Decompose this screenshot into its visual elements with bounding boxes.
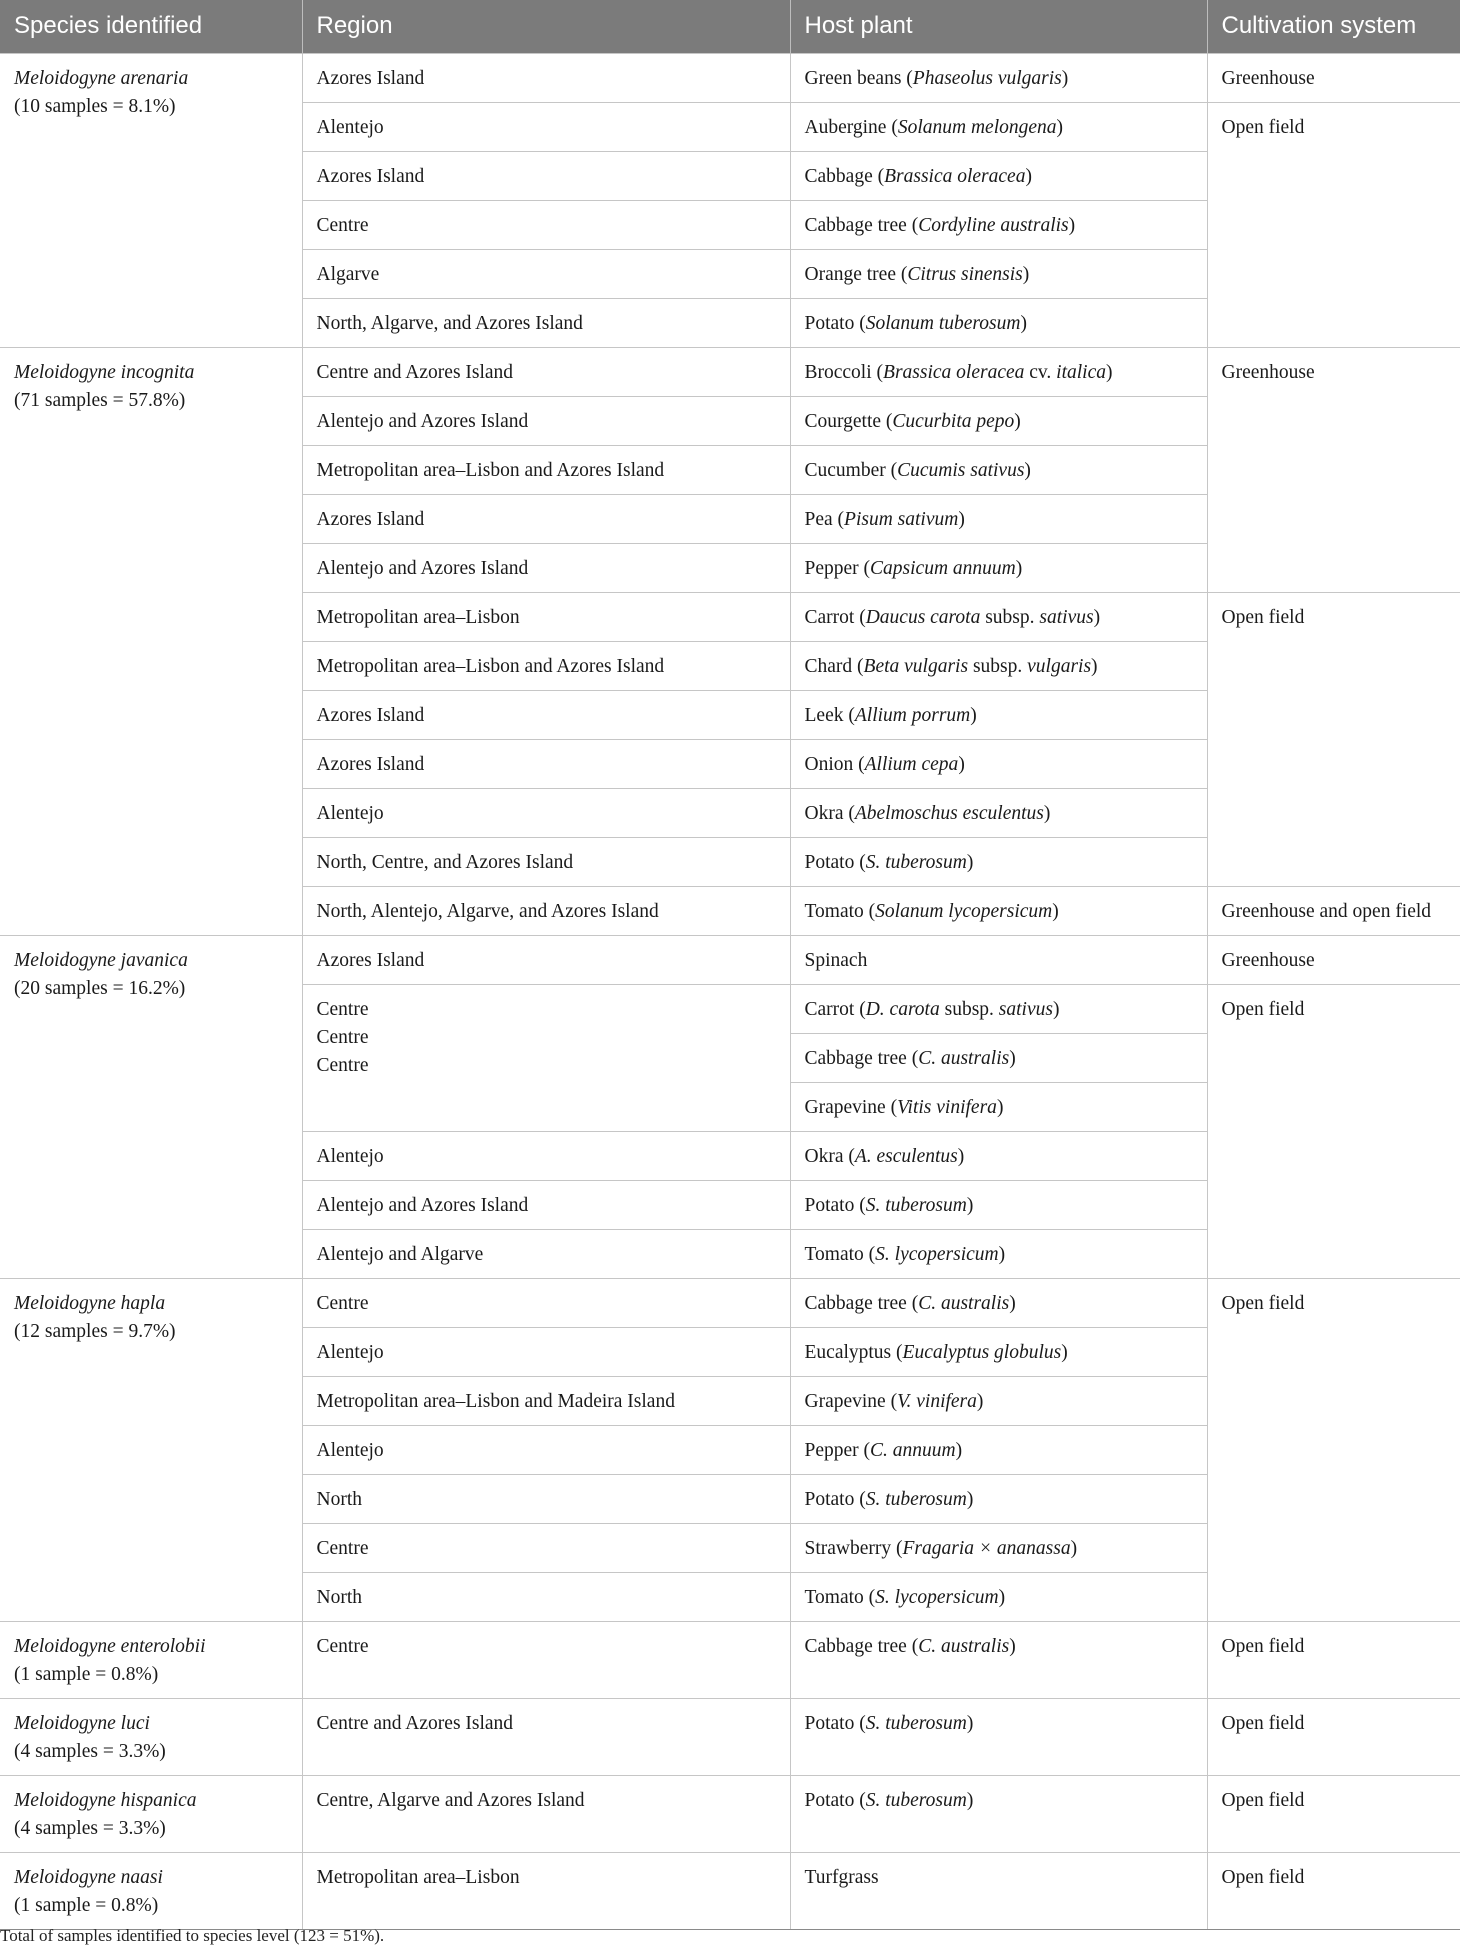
host-infraspecific-name: sativus (998, 998, 1053, 1020)
region-text: Alentejo (316, 1439, 384, 1461)
host-infraspecific-name: vulgaris (1027, 655, 1092, 677)
cultivation-cell: Open field (1207, 1278, 1460, 1621)
region-cell (302, 53, 790, 102)
species-sample-count: (4 samples = 3.3%) (14, 1740, 166, 1762)
header-cultivation-system: Cultivation system (1207, 0, 1460, 53)
host-common-name: Chard (804, 655, 853, 677)
host-common-name: Tomato (804, 1586, 864, 1608)
species-sample-count: (1 sample = 0.8%) (14, 1894, 159, 1916)
region-cell (302, 298, 790, 347)
host-plant-cell: Potato (S. tuberosum) (790, 1775, 1207, 1852)
species-sample-count: (20 samples = 16.2%) (14, 977, 186, 999)
region-cell (302, 1621, 790, 1698)
region-text: Azores Island (316, 67, 425, 89)
host-scientific-name: S. lycopersicum (875, 1243, 999, 1265)
species-sample-count: (1 sample = 0.8%) (14, 1663, 159, 1685)
host-plant-cell: Grapevine (Vitis vinifera) (790, 1082, 1207, 1131)
host-scientific-name: Solanum melongena (897, 116, 1057, 138)
region-text: Alentejo (316, 1341, 384, 1363)
host-infraspecific-name: sativus (1039, 606, 1094, 628)
region-text: Alentejo (316, 116, 384, 138)
species-name: Meloidogyne incognita (14, 361, 195, 383)
host-plant-cell: Okra (Abelmoschus esculentus) (790, 788, 1207, 837)
host-plant-cell: Pepper (Capsicum annuum) (790, 543, 1207, 592)
host-common-name: Turfgrass (804, 1866, 879, 1888)
host-common-name: Pepper (804, 1439, 859, 1461)
host-common-name: Strawberry (804, 1537, 892, 1559)
region-cell (302, 1775, 790, 1852)
region-cell (302, 347, 790, 396)
host-plant-cell: Pepper (C. annuum) (790, 1425, 1207, 1474)
header-host-plant: Host plant (790, 0, 1207, 53)
species-cell (0, 1852, 302, 1929)
region-text: Azores Island (316, 704, 425, 726)
host-plant-cell: Potato (S. tuberosum) (790, 1474, 1207, 1523)
cultivation-cell: Open field (1207, 592, 1460, 886)
cultivation-cell: Open field (1207, 984, 1460, 1278)
host-common-name: Cucumber (804, 459, 886, 481)
region-text: Algarve (316, 263, 380, 285)
species-sample-count: (10 samples = 8.1%) (14, 95, 176, 117)
region-line: Centre (316, 1054, 369, 1076)
table-row (0, 347, 1460, 396)
host-scientific-name: Solanum tuberosum (865, 312, 1021, 334)
host-plant-cell (790, 1852, 1207, 1929)
host-plant-cell: Cabbage tree (Cordyline australis) (790, 200, 1207, 249)
region-cell (302, 641, 790, 690)
host-scientific-name: Cucumis sativus (897, 459, 1025, 481)
region-text: Centre and Azores Island (316, 361, 514, 383)
host-common-name: Cabbage tree (804, 1047, 907, 1069)
host-plant-cell: Tomato (S. lycopersicum) (790, 1572, 1207, 1621)
table-footnote: Total of samples identified to species level (123 = 51%). (0, 1926, 385, 1945)
region-cell (302, 102, 790, 151)
region-cell (302, 1327, 790, 1376)
host-scientific-name: Fragaria × ananassa (902, 1537, 1071, 1559)
host-plant-cell: Tomato (Solanum lycopersicum) (790, 886, 1207, 935)
host-common-name: Carrot (804, 606, 855, 628)
host-scientific-name: C. australis (918, 1292, 1010, 1314)
host-plant-cell: Onion (Allium cepa) (790, 739, 1207, 788)
region-text: Centre (316, 1537, 369, 1559)
region-cell (302, 445, 790, 494)
host-scientific-name: Allium porrum (854, 704, 971, 726)
region-cell (302, 396, 790, 445)
cultivation-cell: Greenhouse and open field (1207, 886, 1460, 935)
host-scientific-name: Vitis vinifera (897, 1096, 997, 1118)
species-cell (0, 1775, 302, 1852)
host-scientific-name: Abelmoschus esculentus (854, 802, 1044, 824)
species-sample-count: (4 samples = 3.3%) (14, 1817, 166, 1839)
host-plant-cell: Carrot (D. carota subsp. sativus) (790, 984, 1207, 1033)
host-rank-abbrev: subsp. (944, 998, 994, 1020)
host-plant-cell: Tomato (S. lycopersicum) (790, 1229, 1207, 1278)
host-common-name: Spinach (804, 949, 868, 971)
host-common-name: Potato (804, 312, 855, 334)
host-common-name: Potato (804, 1194, 855, 1216)
host-scientific-name: Pisum sativum (844, 508, 959, 530)
region-cell (302, 984, 790, 1131)
region-cell (302, 200, 790, 249)
cultivation-cell: Open field (1207, 102, 1460, 347)
host-plant-cell: Orange tree (Citrus sinensis) (790, 249, 1207, 298)
host-common-name: Grapevine (804, 1096, 886, 1118)
region-cell (302, 886, 790, 935)
region-line: Centre (316, 1026, 369, 1048)
header-region: Region (302, 0, 790, 53)
region-cell (302, 1180, 790, 1229)
host-common-name: Potato (804, 1488, 855, 1510)
header-species: Species identified (0, 0, 302, 53)
region-cell (302, 249, 790, 298)
host-scientific-name: A. esculentus (854, 1145, 958, 1167)
host-rank-abbrev: cv. (1029, 361, 1052, 383)
region-text: Azores Island (316, 165, 425, 187)
region-text: Metropolitan area–Lisbon and Azores Island (316, 655, 665, 677)
host-common-name: Carrot (804, 998, 855, 1020)
host-common-name: Green beans (804, 67, 902, 89)
host-common-name: Broccoli (804, 361, 872, 383)
host-scientific-name: Beta vulgaris (863, 655, 969, 677)
host-scientific-name: C. australis (918, 1047, 1010, 1069)
species-name: Meloidogyne enterolobii (14, 1635, 206, 1657)
species-cell (0, 53, 302, 347)
host-common-name: Cabbage tree (804, 1635, 907, 1657)
host-scientific-name: S. tuberosum (865, 1194, 967, 1216)
host-plant-cell: Green beans (Phaseolus vulgaris) (790, 53, 1207, 102)
host-common-name: Leek (804, 704, 844, 726)
host-scientific-name: C. australis (918, 1635, 1010, 1657)
region-cell (302, 837, 790, 886)
species-cell (0, 1278, 302, 1621)
region-cell (302, 1425, 790, 1474)
region-text: Metropolitan area–Lisbon and Madeira Island (316, 1390, 675, 1412)
species-name: Meloidogyne hispanica (14, 1789, 197, 1811)
region-cell (302, 1229, 790, 1278)
species-cell (0, 1698, 302, 1775)
host-common-name: Onion (804, 753, 854, 775)
region-text: Azores Island (316, 949, 425, 971)
host-plant-cell: Carrot (Daucus carota subsp. sativus) (790, 592, 1207, 641)
host-scientific-name: Daucus carota (865, 606, 981, 628)
species-name: Meloidogyne javanica (14, 949, 188, 971)
host-rank-abbrev: subsp. (972, 655, 1023, 677)
host-plant-cell: Strawberry (Fragaria × ananassa) (790, 1523, 1207, 1572)
cultivation-cell: Open field (1207, 1852, 1460, 1929)
host-scientific-name: D. carota (865, 998, 940, 1020)
host-scientific-name: Eucalyptus globulus (902, 1341, 1062, 1363)
host-scientific-name: S. tuberosum (865, 851, 967, 873)
region-text: Metropolitan area–Lisbon (316, 606, 520, 628)
host-plant-cell: Potato (S. tuberosum) (790, 1180, 1207, 1229)
host-plant-cell (790, 935, 1207, 984)
host-scientific-name: C. annuum (870, 1439, 956, 1461)
region-text: Centre (316, 1635, 369, 1657)
region-cell (302, 592, 790, 641)
species-sample-count: (12 samples = 9.7%) (14, 1320, 176, 1342)
species-name: Meloidogyne luci (14, 1712, 150, 1734)
host-common-name: Okra (804, 1145, 844, 1167)
host-plant-cell: Grapevine (V. vinifera) (790, 1376, 1207, 1425)
host-plant-cell: Cucumber (Cucumis sativus) (790, 445, 1207, 494)
host-plant-cell: Pea (Pisum sativum) (790, 494, 1207, 543)
host-plant-cell: Potato (S. tuberosum) (790, 837, 1207, 886)
region-text: North (316, 1488, 362, 1510)
host-plant-cell: Cabbage tree (C. australis) (790, 1278, 1207, 1327)
region-text: Azores Island (316, 508, 425, 530)
region-cell (302, 1572, 790, 1621)
host-plant-cell: Potato (S. tuberosum) (790, 1698, 1207, 1775)
host-scientific-name: S. lycopersicum (875, 1586, 999, 1608)
host-plant-cell: Aubergine (Solanum melongena) (790, 102, 1207, 151)
host-common-name: Cabbage tree (804, 1292, 907, 1314)
species-cell (0, 347, 302, 935)
host-common-name: Cabbage (804, 165, 873, 187)
host-scientific-name: Phaseolus vulgaris (912, 67, 1062, 89)
host-infraspecific-name: italica (1056, 361, 1106, 383)
host-common-name: Pea (804, 508, 833, 530)
table-row (0, 1698, 1460, 1775)
species-sample-count: (71 samples = 57.8%) (14, 389, 186, 411)
region-text: North, Algarve, and Azores Island (316, 312, 583, 334)
host-plant-cell: Eucalyptus (Eucalyptus globulus) (790, 1327, 1207, 1376)
host-plant-cell: Cabbage tree (C. australis) (790, 1033, 1207, 1082)
host-rank-abbrev: subsp. (985, 606, 1035, 628)
table-row (0, 53, 1460, 102)
region-cell (302, 1131, 790, 1180)
host-scientific-name: Cordyline australis (918, 214, 1069, 236)
table-row (0, 1852, 1460, 1929)
species-name: Meloidogyne arenaria (14, 67, 189, 89)
species-cell (0, 935, 302, 1278)
region-cell (302, 1698, 790, 1775)
species-name: Meloidogyne naasi (14, 1866, 163, 1888)
host-common-name: Cabbage tree (804, 214, 907, 236)
region-text: Alentejo and Algarve (316, 1243, 484, 1265)
host-plant-cell: Cabbage tree (C. australis) (790, 1621, 1207, 1698)
host-scientific-name: Brassica oleracea (884, 165, 1026, 187)
host-common-name: Pepper (804, 557, 859, 579)
host-scientific-name: Allium cepa (864, 753, 959, 775)
species-name: Meloidogyne hapla (14, 1292, 166, 1314)
cultivation-cell: Greenhouse (1207, 935, 1460, 984)
region-text: Alentejo and Azores Island (316, 410, 529, 432)
region-text: Centre (316, 214, 369, 236)
host-plant-cell: Leek (Allium porrum) (790, 690, 1207, 739)
region-cell (302, 1852, 790, 1929)
region-text: Alentejo and Azores Island (316, 1194, 529, 1216)
host-common-name: Okra (804, 802, 844, 824)
host-plant-cell: Okra (A. esculentus) (790, 1131, 1207, 1180)
host-common-name: Potato (804, 1789, 855, 1811)
cultivation-cell: Greenhouse (1207, 347, 1460, 592)
host-scientific-name: Cucurbita pepo (892, 410, 1015, 432)
host-common-name: Tomato (804, 900, 864, 922)
host-scientific-name: S. tuberosum (865, 1789, 967, 1811)
region-text: Centre, Algarve and Azores Island (316, 1789, 585, 1811)
host-plant-cell: Potato (Solanum tuberosum) (790, 298, 1207, 347)
region-text: North, Centre, and Azores Island (316, 851, 574, 873)
region-text: Centre (316, 1292, 369, 1314)
host-common-name: Potato (804, 851, 855, 873)
table-row (0, 935, 1460, 984)
region-cell (302, 1523, 790, 1572)
host-scientific-name: S. tuberosum (865, 1488, 967, 1510)
cultivation-cell: Open field (1207, 1621, 1460, 1698)
host-common-name: Tomato (804, 1243, 864, 1265)
table-body (0, 53, 1460, 1929)
host-plant-cell: Chard (Beta vulgaris subsp. vulgaris) (790, 641, 1207, 690)
cultivation-cell: Open field (1207, 1698, 1460, 1775)
region-text: Alentejo and Azores Island (316, 557, 529, 579)
region-text: Centre and Azores Island (316, 1712, 514, 1734)
host-scientific-name: Capsicum annuum (870, 557, 1016, 579)
table-row (0, 1621, 1460, 1698)
region-cell (302, 739, 790, 788)
region-cell (302, 1376, 790, 1425)
host-scientific-name: Solanum lycopersicum (875, 900, 1053, 922)
host-common-name: Orange tree (804, 263, 896, 285)
species-cell (0, 1621, 302, 1698)
host-common-name: Aubergine (804, 116, 887, 138)
host-plant-cell: Cabbage (Brassica oleracea) (790, 151, 1207, 200)
region-cell (302, 494, 790, 543)
host-common-name: Grapevine (804, 1390, 886, 1412)
region-cell (302, 1474, 790, 1523)
region-cell (302, 151, 790, 200)
host-plant-cell: Courgette (Cucurbita pepo) (790, 396, 1207, 445)
region-cell (302, 690, 790, 739)
region-cell (302, 1278, 790, 1327)
table-row (0, 1278, 1460, 1327)
cultivation-cell: Greenhouse (1207, 53, 1460, 102)
region-text: Azores Island (316, 753, 425, 775)
region-text: North (316, 1586, 362, 1608)
region-text: Alentejo (316, 1145, 384, 1167)
region-text: Alentejo (316, 802, 384, 824)
host-common-name: Courgette (804, 410, 882, 432)
region-text: Metropolitan area–Lisbon (316, 1866, 520, 1888)
region-text: North, Alentejo, Algarve, and Azores Island (316, 900, 659, 922)
region-cell (302, 788, 790, 837)
host-scientific-name: Brassica oleracea (883, 361, 1025, 383)
region-line: Centre (316, 998, 369, 1020)
host-scientific-name: S. tuberosum (865, 1712, 967, 1734)
host-common-name: Potato (804, 1712, 855, 1734)
header-row (0, 0, 1460, 53)
region-text: Metropolitan area–Lisbon and Azores Island (316, 459, 665, 481)
host-scientific-name: V. vinifera (897, 1390, 977, 1412)
region-cell (302, 935, 790, 984)
table-row (0, 1775, 1460, 1852)
host-scientific-name: Citrus sinensis (907, 263, 1023, 285)
host-common-name: Eucalyptus (804, 1341, 892, 1363)
host-plant-cell: Broccoli (Brassica oleracea cv. italica) (790, 347, 1207, 396)
region-cell (302, 543, 790, 592)
cultivation-cell: Open field (1207, 1775, 1460, 1852)
